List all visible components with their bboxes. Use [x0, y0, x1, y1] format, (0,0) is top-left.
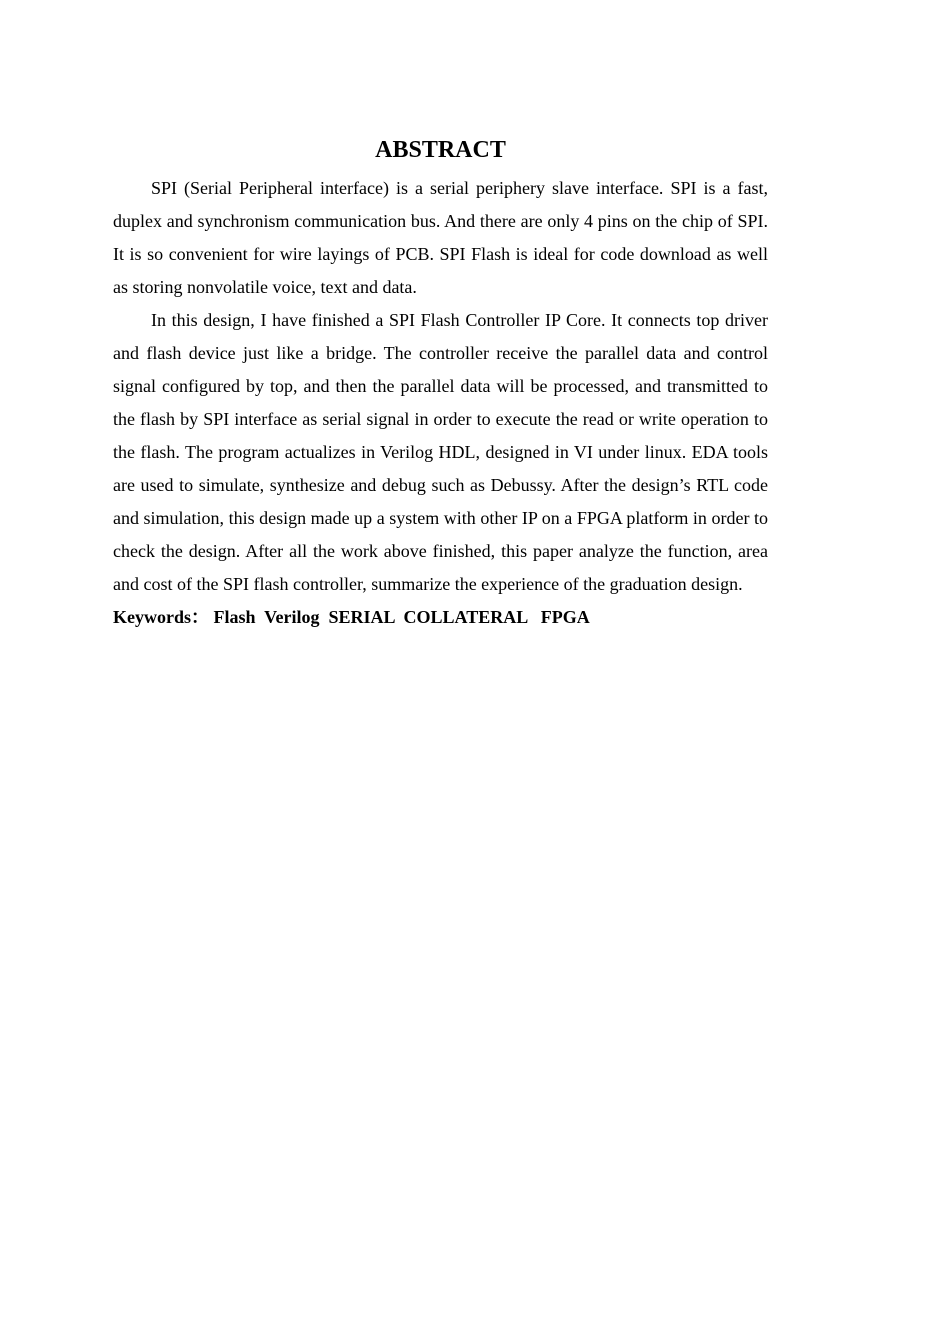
abstract-paragraph-2: In this design, I have finished a SPI Flash Controller IP Core. It connects top driver and flash device just like a bridge. The controller receive the parallel data and control signal configured by top, and then the parallel data will be processed, and transmitted to the flash by SPI interface as serial signal in order to execute the read or write operation to the flash. The program actualizes in Verilog HDL, designed in VI under linux. EDA tools are used to simulate, synthesize and debug such as Debussy. After the design’s RTL code and simulation, this design made up a system with other IP on a FPGA platform in order to check the design. After all the work above finished, this paper analyze the function, area and cost of the SPI flash controller, summarize the experience of the graduation design. [113, 310, 768, 594]
keywords-line [113, 601, 768, 634]
abstract-title: ABSTRACT [375, 137, 506, 163]
abstract-paragraph-1: SPI (Serial Peripheral interface) is a serial periphery slave interface. SPI is a fast, duplex and synchronism communication bus. And there are only 4 pins on the chip of SPI. It is so convenient for wire layings of PCB. SPI Flash is ideal for code download as well as storing nonvolatile voice, text and data. [113, 178, 768, 297]
keywords-list: Flash Verilog SERIAL COLLATERAL FPGA [213, 607, 590, 627]
abstract-page [113, 134, 768, 634]
keywords-label: Keywords： [113, 607, 209, 627]
